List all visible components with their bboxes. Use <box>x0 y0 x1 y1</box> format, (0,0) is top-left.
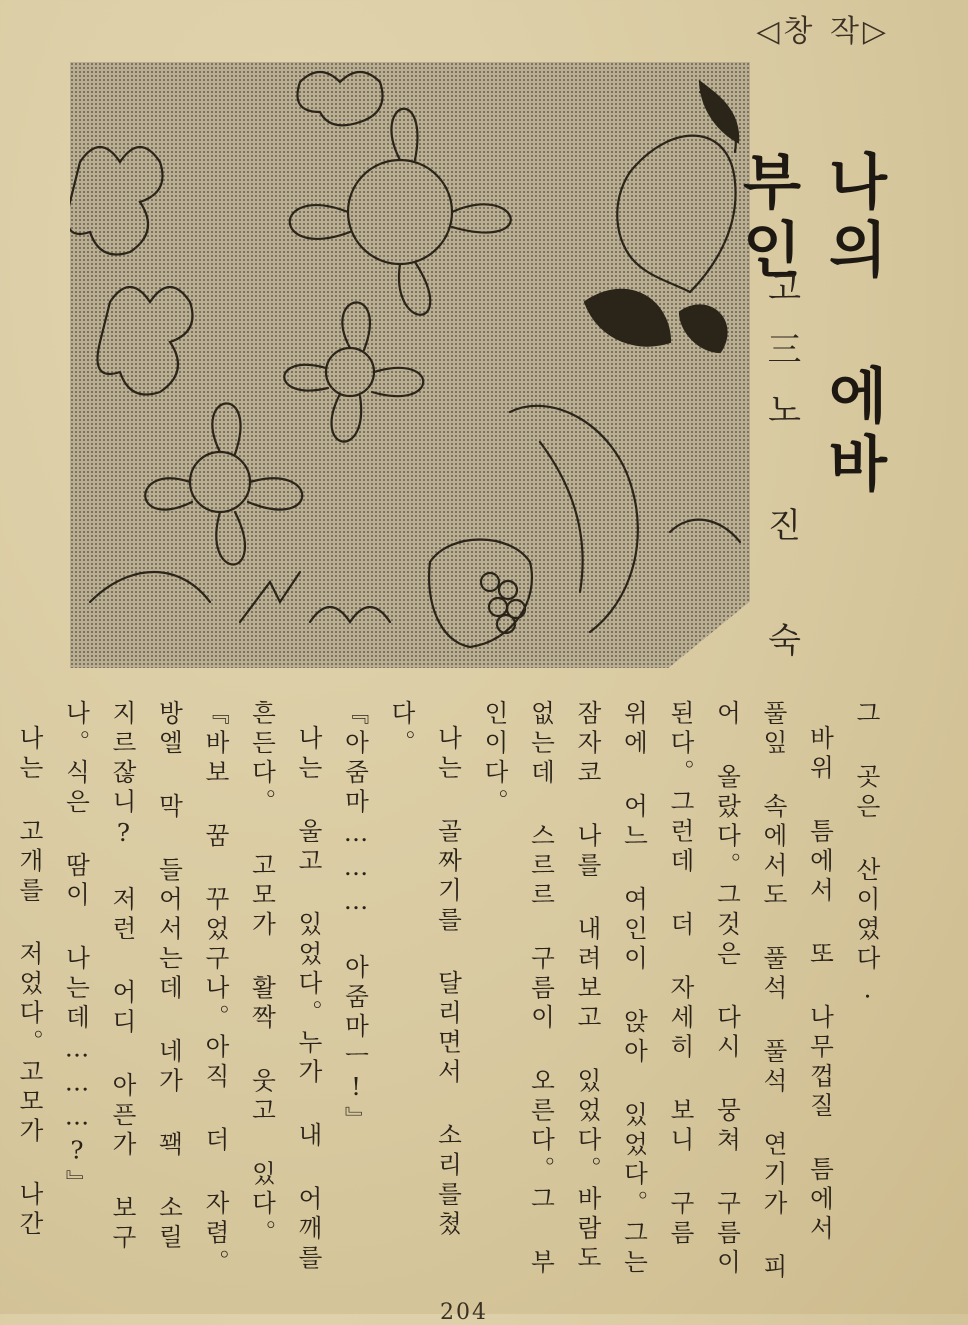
article-author: 고三노 진 숙 <box>761 270 801 670</box>
paragraph: 나는 골짜기를 달리면서 소리를쳤다。 <box>388 700 464 1240</box>
article-body <box>16 700 890 1290</box>
paragraph: 나는 울고 있었다。누가 내 어깨를 흔든다。 고모가 활짝 웃고 있다。 <box>248 700 324 1274</box>
paragraph: 나는 고개를 저었다。고모가 나간 <box>16 724 45 1240</box>
section-tag: ◁창 작▷ <box>756 14 890 49</box>
dialogue-line: 『바보 꿈 꾸었구나。아직 더 자렴。방엘 막 들어서는데 네가 꽥 소릴 지르잖니? 저런 어디 아픈가 보구나。식은 땀이 나는데………?』 <box>62 700 231 1279</box>
article-title: 나의 에바부인 <box>732 150 888 500</box>
dialogue-line: 『아줌마……… 아줌마ㅡ!』 <box>341 700 371 1136</box>
page-number: 204 <box>440 1300 488 1325</box>
illustration-flowers-and-figure <box>70 62 750 668</box>
paragraph: 그 곳은 산이였다. <box>853 700 882 1009</box>
paragraph: 바위 틈에서 또 나무껍질 틈에서 풀잎 속에서도 풀석 풀석 연기가 피어 올랐다。그것은 다시 뭉쳐 구름이 된다。그런데 더 자세히 보니 구름 위에 어느 여인이 앉아 있었다。그는 잠자코 나를 내려보고 있었다。바람도 없는데 스르르 구름이 오른다。그 부인이다。 <box>481 700 836 1283</box>
illustration-drawing <box>70 62 750 668</box>
